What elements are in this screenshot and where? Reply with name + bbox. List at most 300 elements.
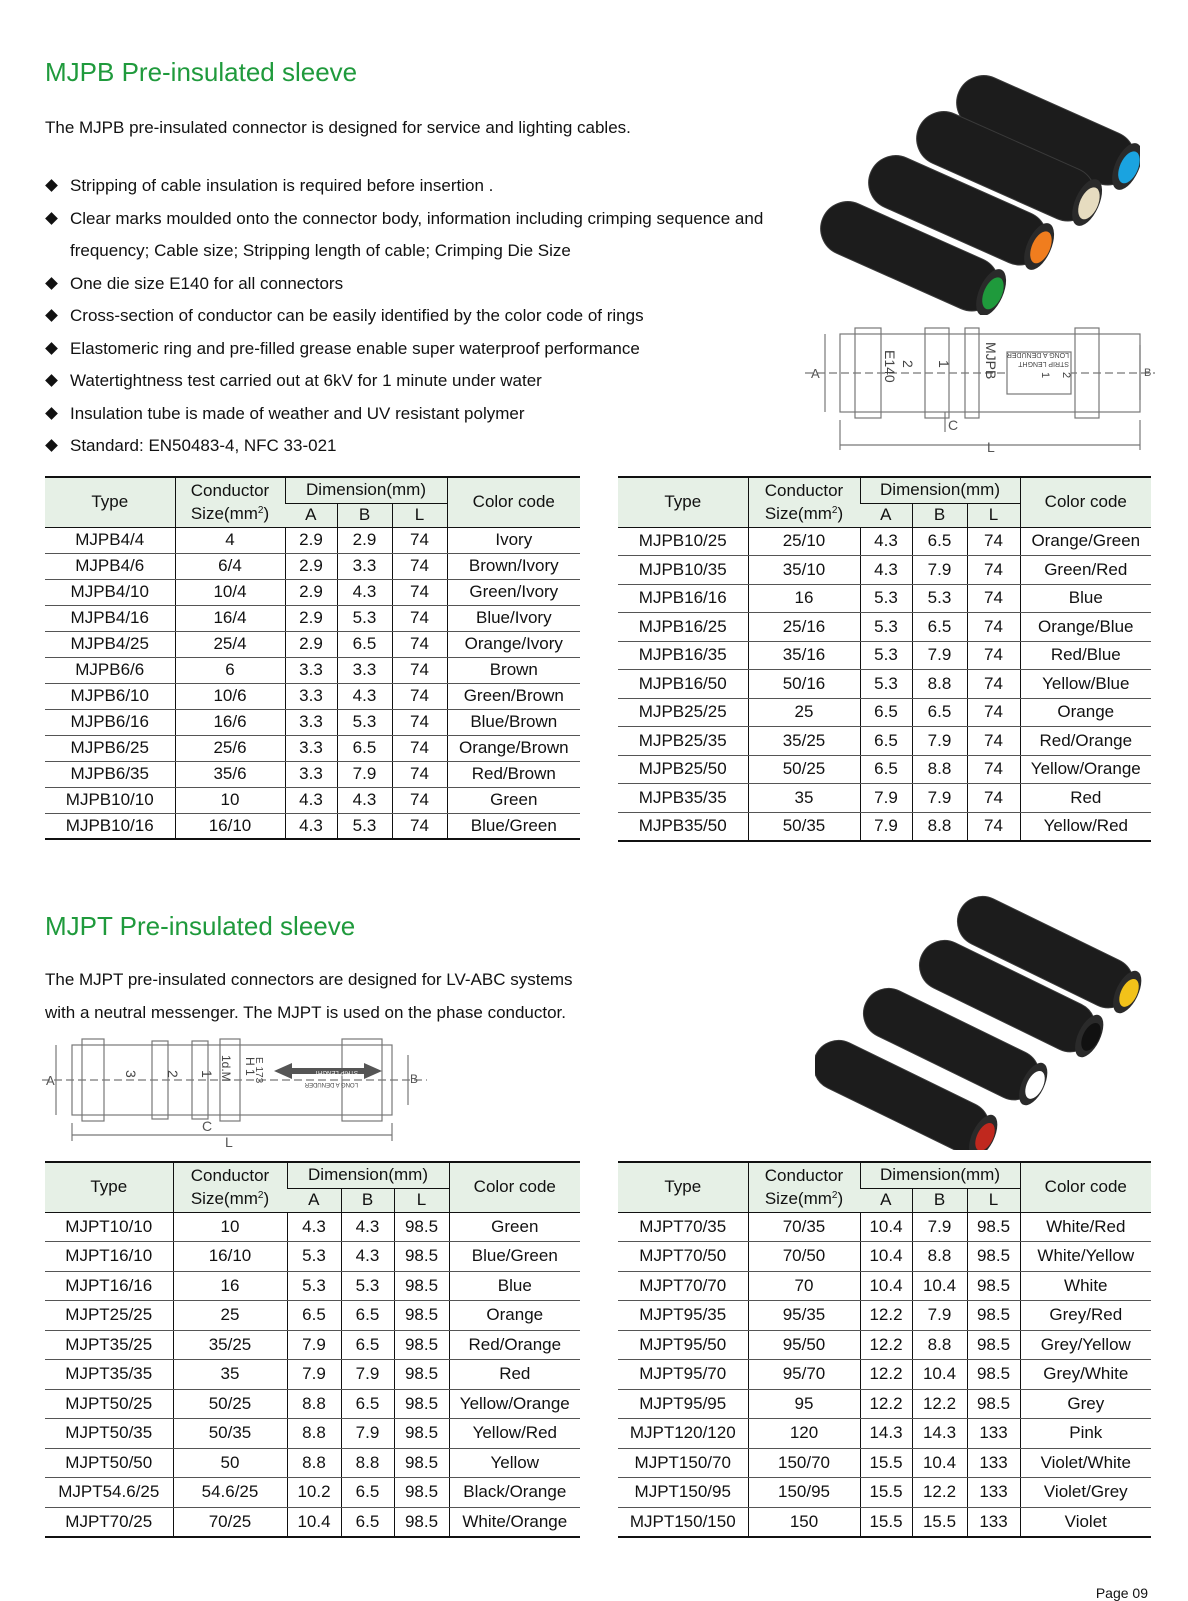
table-row (45, 579, 580, 605)
table-row (618, 1419, 1151, 1449)
type-cell: MJPB35/50 (618, 812, 748, 841)
table-row (618, 1478, 1151, 1508)
color-code-cell: Green/Ivory (447, 579, 580, 605)
dimension-label: C (202, 1118, 213, 1134)
dimension-a-cell: 10.4 (860, 1242, 912, 1272)
dimension-a-cell: 15.5 (860, 1478, 912, 1508)
conductor-size-cell: 25 (748, 698, 860, 727)
header-conductor: Conductor $Size(mm^2)$ (748, 477, 860, 527)
table-row (618, 1212, 1151, 1242)
dimension-b-cell: 5.3 (337, 709, 392, 735)
table-row (45, 761, 580, 787)
feature-item: Elastomeric ring and pre-filled grease enable super waterproof performance (45, 333, 765, 366)
dimension-l-cell: 74 (392, 709, 447, 735)
dimension-a-cell: 8.8 (287, 1448, 341, 1478)
dimension-l-cell: 133 (967, 1448, 1020, 1478)
dimension-l-cell: 98.5 (394, 1448, 449, 1478)
dimension-b-cell: 7.9 (341, 1419, 394, 1449)
bullet-diamond-icon (45, 439, 58, 452)
dimension-b-cell: 2.9 (337, 527, 392, 553)
color-code-cell: Red/Orange (1020, 727, 1151, 756)
type-cell: MJPB6/35 (45, 761, 175, 787)
dimension-label: L (225, 1134, 233, 1150)
header-a: A (287, 1188, 341, 1212)
bullet-diamond-icon (45, 407, 58, 420)
dimension-b-cell: 6.5 (341, 1507, 394, 1537)
dimension-a-cell: 4.3 (860, 527, 912, 556)
type-cell: MJPT16/16 (45, 1271, 173, 1301)
color-code-cell: Yellow/Orange (449, 1389, 580, 1419)
type-cell: MJPT150/95 (618, 1478, 748, 1508)
type-cell: MJPT70/25 (45, 1507, 173, 1537)
model-mark: H 1 (243, 1057, 257, 1076)
color-code-cell: Orange/Green (1020, 527, 1151, 556)
dimension-a-cell: 2.9 (285, 527, 337, 553)
conductor-size-cell: 50/25 (173, 1389, 287, 1419)
dimension-l-cell: 98.5 (967, 1389, 1020, 1419)
color-code-cell: White/Red (1020, 1212, 1151, 1242)
type-cell: MJPT95/50 (618, 1330, 748, 1360)
conductor-size-cell: 50/25 (748, 755, 860, 784)
dimension-l-cell: 98.5 (394, 1242, 449, 1272)
dimension-b-cell: 15.5 (912, 1507, 967, 1537)
dimension-l-cell: 98.5 (394, 1212, 449, 1242)
table-row (618, 527, 1151, 556)
dimension-l-cell: 98.5 (967, 1360, 1020, 1390)
type-cell: MJPB4/25 (45, 631, 175, 657)
dimension-a-cell: 5.3 (860, 613, 912, 642)
type-cell: MJPT95/95 (618, 1389, 748, 1419)
mjpt-dimension-diagram (42, 1035, 427, 1150)
color-code-cell: Green/Brown (447, 683, 580, 709)
dimension-a-cell: 12.2 (860, 1330, 912, 1360)
dimension-l-cell: 98.5 (394, 1389, 449, 1419)
dimension-a-cell: 4.3 (285, 813, 337, 839)
color-code-cell: Blue/Brown (447, 709, 580, 735)
dimension-a-cell: 12.2 (860, 1389, 912, 1419)
feature-item: One die size E140 for all connectors (45, 268, 765, 301)
strip-length-mark: STRIP LENGHT (314, 1069, 358, 1075)
table-row (45, 631, 580, 657)
dimension-l-cell: 98.5 (967, 1242, 1020, 1272)
mjpt-spec-table-left (45, 1161, 580, 1538)
header-dimension: Dimension(mm) (860, 1162, 1020, 1188)
dimension-l-cell: 98.5 (394, 1419, 449, 1449)
mjpb-title: MJPB Pre-insulated sleeve (45, 57, 358, 87)
table-row (618, 1330, 1151, 1360)
color-code-cell: Violet (1020, 1507, 1151, 1537)
header-color-code: Color code (1020, 1162, 1151, 1212)
dimension-l-cell: 74 (392, 553, 447, 579)
color-code-cell: Yellow/Blue (1020, 670, 1151, 699)
conductor-size-cell: 10/6 (175, 683, 285, 709)
table-row (45, 813, 580, 839)
type-cell: MJPT50/25 (45, 1389, 173, 1419)
color-code-cell: Orange/Blue (1020, 613, 1151, 642)
dimension-b-cell: 7.9 (912, 1301, 967, 1331)
dimension-l-cell: 74 (392, 605, 447, 631)
dimension-b-cell: 6.5 (337, 735, 392, 761)
table-row (618, 1242, 1151, 1272)
header-type: Type (45, 1162, 173, 1212)
color-code-cell: Blue/Green (447, 813, 580, 839)
conductor-size-cell: 95/35 (748, 1301, 860, 1331)
dimension-b-cell: 14.3 (912, 1419, 967, 1449)
conductor-size-cell: 6/4 (175, 553, 285, 579)
dimension-a-cell: 2.9 (285, 631, 337, 657)
table-row (618, 1271, 1151, 1301)
conductor-size-cell: 95/70 (748, 1360, 860, 1390)
dimension-l-cell: 74 (967, 584, 1020, 613)
dimension-l-cell: 98.5 (394, 1301, 449, 1331)
color-code-cell: Blue (449, 1271, 580, 1301)
conductor-size-cell: 16/4 (175, 605, 285, 631)
dimension-l-cell: 74 (392, 761, 447, 787)
conductor-size-cell: 150/70 (748, 1448, 860, 1478)
conductor-size-cell: 35 (173, 1360, 287, 1390)
dimension-l-cell: 74 (967, 727, 1020, 756)
mjpt-spec-table-right (618, 1161, 1151, 1538)
feature-item: Cross-section of conductor can be easily identified by the color code of rings (45, 300, 765, 333)
table-row (45, 1507, 580, 1537)
type-cell: MJPB10/10 (45, 787, 175, 813)
conductor-size-cell: 50 (173, 1448, 287, 1478)
dimension-b-cell: 6.5 (341, 1389, 394, 1419)
type-cell: MJPB4/16 (45, 605, 175, 631)
dimension-b-cell: 6.5 (912, 527, 967, 556)
table-row (45, 1301, 580, 1331)
color-code-cell: Yellow (449, 1448, 580, 1478)
type-cell: MJPB4/4 (45, 527, 175, 553)
dimension-b-cell: 5.3 (337, 813, 392, 839)
type-cell: MJPB35/35 (618, 784, 748, 813)
dimension-a-cell: 10.2 (287, 1478, 341, 1508)
table-row (618, 556, 1151, 585)
table-row (618, 812, 1151, 841)
conductor-size-cell: 50/35 (173, 1419, 287, 1449)
crimp-order-mark: 2 (165, 1070, 181, 1078)
dimension-a-cell: 6.5 (860, 755, 912, 784)
type-cell: MJPB16/35 (618, 641, 748, 670)
dimension-l-cell: 74 (967, 698, 1020, 727)
color-code-cell: Brown (447, 657, 580, 683)
dimension-b-cell: 4.3 (337, 579, 392, 605)
dimension-l-cell: 98.5 (394, 1507, 449, 1537)
color-code-cell: Green (449, 1212, 580, 1242)
color-code-cell: Blue/Ivory (447, 605, 580, 631)
type-cell: MJPB4/6 (45, 553, 175, 579)
table-row (618, 698, 1151, 727)
header-dimension: Dimension(mm) (860, 477, 1020, 503)
type-cell: MJPT35/35 (45, 1360, 173, 1390)
mjpb-spec-table-left (45, 476, 580, 840)
type-cell: MJPT35/25 (45, 1330, 173, 1360)
dimension-b-cell: 10.4 (912, 1271, 967, 1301)
dimension-a-cell: 4.3 (287, 1212, 341, 1242)
header-a: A (860, 1188, 912, 1212)
color-code-cell: Green (447, 787, 580, 813)
type-cell: MJPB25/35 (618, 727, 748, 756)
color-code-cell: Green/Red (1020, 556, 1151, 585)
crimp-order-mark: 1 (936, 360, 952, 368)
table-row (618, 670, 1151, 699)
type-cell: MJPB4/10 (45, 579, 175, 605)
dimension-b-cell: 4.3 (337, 683, 392, 709)
table-row (45, 1478, 580, 1508)
dimension-b-cell: 7.9 (912, 784, 967, 813)
color-code-cell: Yellow/Red (1020, 812, 1151, 841)
dimension-l-cell: 74 (967, 613, 1020, 642)
color-code-cell: Brown/Ivory (447, 553, 580, 579)
conductor-size-cell: 150/95 (748, 1478, 860, 1508)
header-b: B (912, 503, 967, 527)
crimp-order-mark: 1 (199, 1070, 215, 1078)
dimension-l-cell: 98.5 (394, 1360, 449, 1390)
dimension-a-cell: 6.5 (287, 1301, 341, 1331)
crimp-order-mark: 2 (900, 360, 916, 368)
type-cell: MJPT150/70 (618, 1448, 748, 1478)
dimension-a-cell: 5.3 (287, 1242, 341, 1272)
dimension-a-cell: 6.5 (860, 698, 912, 727)
dimension-l-cell: 74 (967, 784, 1020, 813)
conductor-size-cell: 16/10 (173, 1242, 287, 1272)
type-cell: MJPT50/50 (45, 1448, 173, 1478)
dimension-b-cell: 3.3 (337, 553, 392, 579)
header-l: L (967, 503, 1020, 527)
dimension-b-cell: 6.5 (337, 631, 392, 657)
strip-length-mark: STRIP LENGHT (1018, 360, 1069, 367)
conductor-size-cell: 10 (173, 1212, 287, 1242)
type-cell: MJPB6/6 (45, 657, 175, 683)
conductor-size-cell: 35/25 (173, 1330, 287, 1360)
mjpb-dimension-diagram (805, 320, 1155, 460)
table-row (618, 1389, 1151, 1419)
color-code-cell: Red/Orange (449, 1330, 580, 1360)
table-row (45, 1389, 580, 1419)
conductor-size-cell: 25/6 (175, 735, 285, 761)
dimension-b-cell: 8.8 (912, 755, 967, 784)
dimension-a-cell: 3.3 (285, 657, 337, 683)
dimension-a-cell: 6.5 (860, 727, 912, 756)
color-code-cell: Orange (1020, 698, 1151, 727)
dimension-l-cell: 98.5 (394, 1330, 449, 1360)
dimension-b-cell: 6.5 (341, 1330, 394, 1360)
table-row (618, 613, 1151, 642)
model-mark: 1d.M (219, 1055, 233, 1082)
color-code-cell: Grey/Red (1020, 1301, 1151, 1331)
conductor-size-cell: 16/10 (175, 813, 285, 839)
color-code-cell: Red (449, 1360, 580, 1390)
dimension-a-cell: 3.3 (285, 761, 337, 787)
bullet-diamond-icon (45, 212, 58, 225)
color-code-cell: Black/Orange (449, 1478, 580, 1508)
dimension-l-cell: 98.5 (967, 1271, 1020, 1301)
conductor-size-cell: 25/10 (748, 527, 860, 556)
table-row (618, 1360, 1151, 1390)
dimension-l-cell: 98.5 (967, 1212, 1020, 1242)
dimension-b-cell: 4.3 (341, 1242, 394, 1272)
conductor-size-cell: 120 (748, 1419, 860, 1449)
conductor-size-cell: 95/50 (748, 1330, 860, 1360)
color-code-cell: Red/Blue (1020, 641, 1151, 670)
color-code-cell: Violet/Grey (1020, 1478, 1151, 1508)
dimension-l-cell: 74 (392, 683, 447, 709)
bullet-diamond-icon (45, 374, 58, 387)
dimension-a-cell: 4.3 (285, 787, 337, 813)
conductor-size-cell: 16/6 (175, 709, 285, 735)
type-cell: MJPT150/150 (618, 1507, 748, 1537)
crimp-order-mark: 1 (1039, 372, 1051, 379)
conductor-size-cell: 10/4 (175, 579, 285, 605)
dimension-b-cell: 8.8 (912, 670, 967, 699)
type-cell: MJPB6/16 (45, 709, 175, 735)
dimension-b-cell: 7.9 (912, 556, 967, 585)
color-code-cell: Violet/White (1020, 1448, 1151, 1478)
table-row (45, 657, 580, 683)
dimension-a-cell: 7.9 (860, 784, 912, 813)
type-cell: MJPT70/50 (618, 1242, 748, 1272)
conductor-size-cell: 10 (175, 787, 285, 813)
dimension-b-cell: 12.2 (912, 1389, 967, 1419)
header-conductor: Conductor $Size(mm^2)$ (175, 477, 285, 527)
dimension-b-cell: 4.3 (337, 787, 392, 813)
header-type: Type (618, 477, 748, 527)
header-color-code: Color code (447, 477, 580, 527)
color-code-cell: White (1020, 1271, 1151, 1301)
dimension-b-cell: 6.5 (912, 613, 967, 642)
table-row (45, 1271, 580, 1301)
dimension-b-cell: 5.3 (337, 605, 392, 631)
dimension-l-cell: 74 (392, 735, 447, 761)
mjpb-feature-list (45, 170, 765, 463)
color-code-cell: Orange (449, 1301, 580, 1331)
dimension-a-cell: 10.4 (860, 1271, 912, 1301)
conductor-size-cell: 50/16 (748, 670, 860, 699)
header-b: B (337, 503, 392, 527)
conductor-size-cell: 35/16 (748, 641, 860, 670)
type-cell: MJPT50/35 (45, 1419, 173, 1449)
dimension-b-cell: 6.5 (341, 1301, 394, 1331)
dimension-label: A (811, 366, 820, 381)
header-l: L (392, 503, 447, 527)
bullet-diamond-icon (45, 277, 58, 290)
conductor-size-cell: 35/10 (748, 556, 860, 585)
color-code-cell: Red/Brown (447, 761, 580, 787)
dimension-l-cell: 74 (392, 631, 447, 657)
dimension-a-cell: 14.3 (860, 1419, 912, 1449)
table-row (45, 709, 580, 735)
dimension-l-cell: 98.5 (394, 1478, 449, 1508)
table-row (45, 1419, 580, 1449)
dimension-label: L (987, 439, 995, 455)
conductor-size-cell: 70/50 (748, 1242, 860, 1272)
header-conductor: Conductor $Size(mm^2)$ (748, 1162, 860, 1212)
bullet-diamond-icon (45, 309, 58, 322)
conductor-size-cell: 95 (748, 1389, 860, 1419)
dimension-a-cell: 3.3 (285, 683, 337, 709)
crimp-order-mark: 2 (1060, 372, 1072, 379)
dimension-b-cell: 10.4 (912, 1448, 967, 1478)
color-code-cell: Grey (1020, 1389, 1151, 1419)
dimension-l-cell: 74 (967, 755, 1020, 784)
table-row (618, 784, 1151, 813)
type-cell: MJPT54.6/25 (45, 1478, 173, 1508)
table-row (45, 1330, 580, 1360)
type-cell: MJPT95/35 (618, 1301, 748, 1331)
mjpt-intro: The MJPT pre-insulated connectors are designed for LV-ABC systems with a neutral messenger. The MJPT is used on the phase conductor. (45, 970, 573, 1022)
dimension-l-cell: 74 (392, 657, 447, 683)
color-code-cell: Ivory (447, 527, 580, 553)
conductor-size-cell: 25/16 (748, 613, 860, 642)
table-row (45, 1448, 580, 1478)
dimension-a-cell: 8.8 (287, 1389, 341, 1419)
header-dimension: Dimension(mm) (285, 477, 447, 503)
dimension-a-cell: 15.5 (860, 1448, 912, 1478)
mjpb-product-photo (820, 55, 1140, 315)
dimension-b-cell: 7.9 (912, 641, 967, 670)
type-cell: MJPB16/16 (618, 584, 748, 613)
dimension-l-cell: 74 (967, 812, 1020, 841)
mjpb-spec-table-right (618, 476, 1151, 842)
dimension-l-cell: 74 (967, 527, 1020, 556)
dimension-a-cell: 7.9 (287, 1360, 341, 1390)
header-b: B (912, 1188, 967, 1212)
header-a: A (285, 503, 337, 527)
dimension-label: B (410, 1072, 419, 1086)
dimension-a-cell: 5.3 (287, 1271, 341, 1301)
bullet-diamond-icon (45, 342, 58, 355)
color-code-cell: Blue (1020, 584, 1151, 613)
die-size-mark: E 173 (253, 1057, 264, 1084)
conductor-size-cell: 4 (175, 527, 285, 553)
crimp-order-mark: 3 (123, 1070, 139, 1078)
dimension-l-cell: 98.5 (967, 1301, 1020, 1331)
conductor-size-cell: 50/35 (748, 812, 860, 841)
mjpt-product-photo (815, 880, 1145, 1150)
color-code-cell: Orange/Brown (447, 735, 580, 761)
dimension-a-cell: 12.2 (860, 1360, 912, 1390)
header-color-code: Color code (1020, 477, 1151, 527)
dimension-a-cell: 7.9 (860, 812, 912, 841)
dimension-l-cell: 133 (967, 1507, 1020, 1537)
conductor-size-cell: 150 (748, 1507, 860, 1537)
type-cell: MJPB10/35 (618, 556, 748, 585)
dimension-b-cell: 5.3 (341, 1271, 394, 1301)
feature-item: Standard: EN50483-4, NFC 33-021 (45, 430, 765, 463)
dimension-a-cell: 15.5 (860, 1507, 912, 1537)
dimension-b-cell: 6.5 (341, 1478, 394, 1508)
header-a: A (860, 503, 912, 527)
color-code-cell: White/Orange (449, 1507, 580, 1537)
dimension-a-cell: 12.2 (860, 1301, 912, 1331)
table-row (45, 683, 580, 709)
page-number: Page 09 (1095, 1585, 1148, 1601)
color-code-cell: Orange/Ivory (447, 631, 580, 657)
header-dimension: Dimension(mm) (287, 1162, 449, 1188)
dimension-b-cell: 7.9 (337, 761, 392, 787)
feature-item: Stripping of cable insulation is required before insertion . (45, 170, 765, 203)
type-cell: MJPB16/25 (618, 613, 748, 642)
color-code-cell: Red (1020, 784, 1151, 813)
table-row (618, 727, 1151, 756)
dimension-b-cell: 6.5 (912, 698, 967, 727)
dimension-a-cell: 10.4 (287, 1507, 341, 1537)
type-cell: MJPT10/10 (45, 1212, 173, 1242)
dimension-b-cell: 8.8 (341, 1448, 394, 1478)
conductor-size-cell: 70/25 (173, 1507, 287, 1537)
dimension-a-cell: 2.9 (285, 553, 337, 579)
dimension-a-cell: 3.3 (285, 735, 337, 761)
